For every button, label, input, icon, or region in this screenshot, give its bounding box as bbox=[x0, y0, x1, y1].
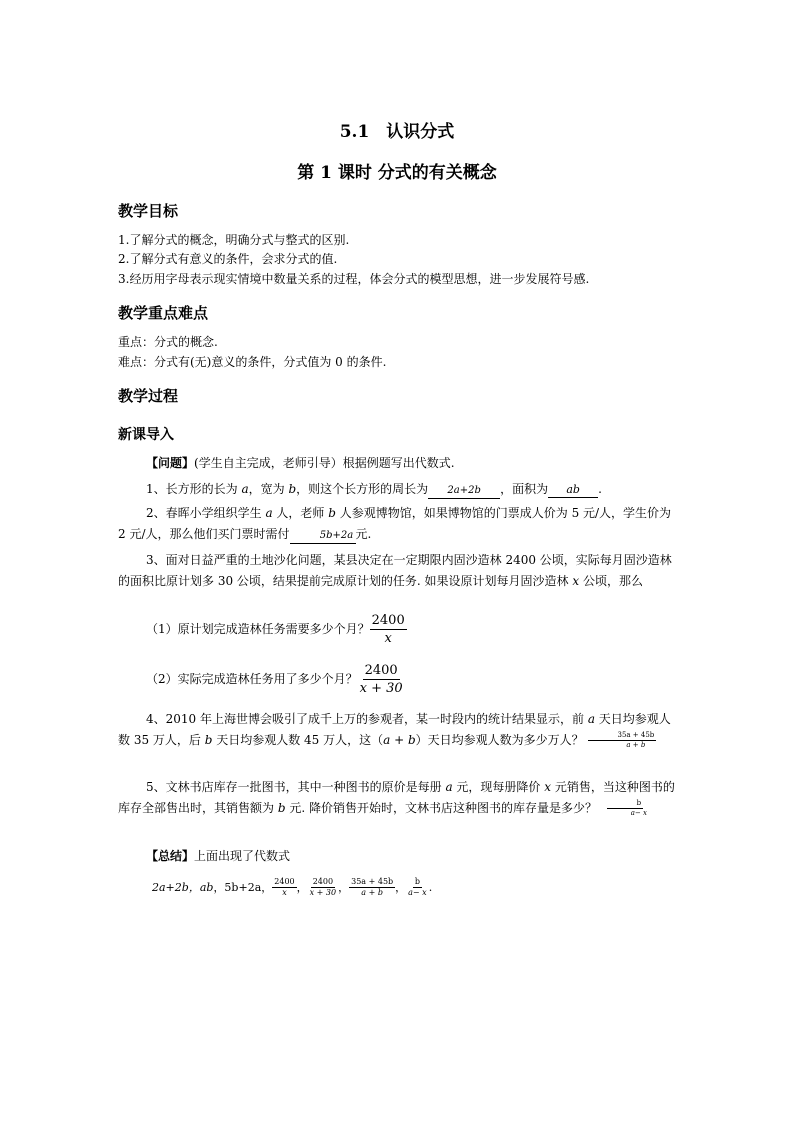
objective-item: 1.了解分式的概念，明确分式与整式的区别. bbox=[118, 233, 350, 247]
fraction: $\frac{2400}{x}$ bbox=[371, 612, 405, 646]
expression: ，5b+2a， bbox=[213, 880, 273, 894]
summary-text: 上面出现了代数式 bbox=[194, 849, 291, 863]
question-3-sub-2: （2）实际完成造林任务用了多少个月？ $\frac{2400}{x + 30}$ bbox=[146, 662, 403, 696]
fraction: $\frac{35a + 45b}{a + b}$ bbox=[588, 731, 657, 750]
lesson-title: 5.1 认识分式 bbox=[339, 122, 455, 142]
process-heading: 教学过程 bbox=[118, 387, 179, 405]
expression: 2a+2b， bbox=[152, 880, 200, 894]
fraction: $\frac{b}{a- x}$ bbox=[601, 799, 649, 818]
answer-blank: 5b+2a bbox=[290, 529, 356, 544]
objectives-heading: 教学目标 bbox=[118, 202, 179, 220]
key-points-heading: 教学重点难点 bbox=[118, 304, 209, 322]
expression: ab bbox=[199, 880, 214, 894]
objective-item: 3.经历用字母表示现实情境中数量关系的过程，体会分式的模型思想，进一步发展符号感. bbox=[118, 272, 590, 286]
answer-blank: ab bbox=[548, 483, 598, 498]
expression-list: 2a+2b， ab ，5b+2a， $\frac{2400}{x}$ ， $\frac{2400}{x + 30}$ ， $\frac{35a + 45b}{a + b}$ ， $\frac{b}{a- x}$ . bbox=[152, 876, 433, 897]
key-point-text: 重点：分式的概念. bbox=[118, 335, 218, 349]
question-5: 5、文林书店库存一批图书，其中一种图书的原价是每册 a 元，现每册降价 x 元销售，当这种图书的库存全部售出时，其销售额为 b 元. 降价销售开始时，文林书店这种图书的库存量是多少？ $\frac{b}{a- x}$ bbox=[118, 780, 675, 817]
question-3: 3、面对日益严重的土地沙化问题，某县决定在一定期限内固沙造林 2400 公顷，实际每月固沙造林的面积比原计划多 30 公顷，结果提前完成原计划的任务. 如果设原计划每月固沙造林 x 公顷，那么 bbox=[118, 553, 672, 588]
question-label: 【问题】 bbox=[146, 456, 195, 470]
question-3-sub-1: （1）原计划完成造林任务需要多少个月？ $\frac{2400}{x}$ bbox=[146, 612, 405, 646]
difficulty-text: 难点：分式有(无)意义的条件，分式值为 0 的条件. bbox=[118, 355, 387, 369]
fraction: $\frac{2400}{x + 30}$ bbox=[309, 876, 337, 897]
answer-blank: 2a+2b bbox=[428, 484, 500, 499]
fraction: $\frac{2400}{x}$ bbox=[274, 876, 295, 897]
question-text: (学生自主完成，老师引导）根据例题写出代数式. bbox=[194, 456, 455, 470]
fraction: $\frac{35a + 45b}{a + b}$ bbox=[351, 876, 394, 897]
summary bbox=[146, 847, 290, 866]
objective-item: 2.了解分式有意义的条件，会求分式的值. bbox=[118, 252, 338, 266]
lesson-subtitle: 第 1 课时 分式的有关概念 bbox=[297, 163, 497, 183]
fraction: $\frac{2400}{x + 30}$ bbox=[359, 662, 403, 696]
summary-label: 【总结】 bbox=[146, 849, 195, 863]
question-intro bbox=[146, 454, 455, 473]
intro-heading: 新课导入 bbox=[118, 427, 174, 443]
question-2: 2、春晖小学组织学生 a 人，老师 b 人参观博物馆，如果博物馆的门票成人价为 5 元/人，学生价为 2 元/人，那么他们买门票时需付 5b+2a 元. bbox=[118, 503, 678, 545]
fraction: $\frac{b}{a- x}$ bbox=[408, 876, 427, 897]
question-1: 1、长方形的长为 a，宽为 b，则这个长方形的周长为 2a+2b ，面积为 ab . bbox=[146, 480, 602, 499]
question-4: 4、2010 年上海世博会吸引了成千上万的参观者，某一时段内的统计结果显示，前 a 天日均参观人数 35 万人，后 b 天日均参观人数 45 万人，这（a + b）天日均参观人数为多少万人？ $\frac{35a + 45b}{a + b}$ bbox=[118, 712, 671, 749]
